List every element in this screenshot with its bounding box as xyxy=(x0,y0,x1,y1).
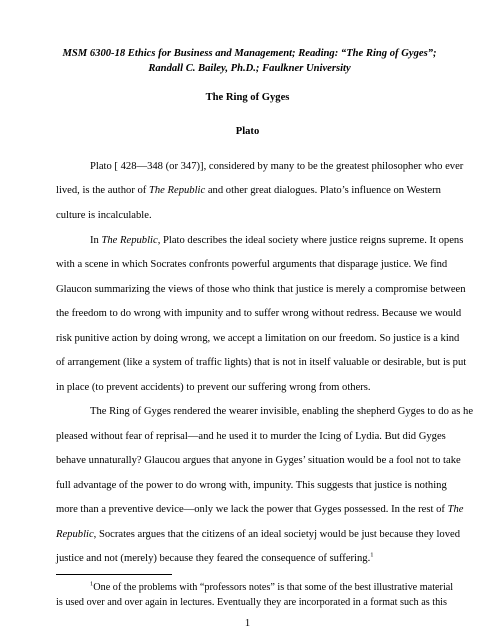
footnote-line-2: is used over and over again in lectures. Eventually they are incorporated in a format such as this xyxy=(56,597,447,608)
footnote-reference[interactable]: 1 xyxy=(370,551,374,559)
paragraph-2-line-4: the freedom to do wrong with impunity and to suffer wrong without redress. Because we would xyxy=(56,308,462,319)
paragraph-2-line-3: Glaucon summarizing the views of those who think that justice is merely a compromise between xyxy=(56,284,466,295)
paragraph-3-line-1: The Ring of Gyges rendered the wearer invisible, enabling the shepherd Gyges to do as he xyxy=(90,406,474,417)
footnote-mark: 1 xyxy=(90,580,94,588)
page-number: 1 xyxy=(244,618,251,629)
paragraph-3-line-3: behave unnaturally? Glaucou argues that anyone in Gyges’ situation would be a fool not to take xyxy=(56,455,461,466)
document-author: Plato xyxy=(235,126,260,137)
paragraph-3-line-5: more than a preventive device—only we lack the power that Gyges possessed. In the rest of The xyxy=(56,504,464,515)
paragraph-1-line-2: lived, is the author of The Republic and other great dialogues. Plato’s influence on Western xyxy=(56,185,441,196)
document-title: The Ring of Gyges xyxy=(205,92,290,103)
footnote-line-1: $^1$One of the problems with “professors notes” is that some of the best illustrative material xyxy=(90,580,454,593)
paragraph-2-line-5: risk punitive action by doing wrong, we accept a limitation on our freedom. So justice is a kind xyxy=(56,333,460,344)
paragraph-2-line-2: with a scene in which Socrates confronts powerful arguments that disparage justice. We find xyxy=(56,259,448,270)
paragraph-1-line-1: Plato [ 428—348 (or 347)], considered by many to be the greatest philosopher who ever xyxy=(90,161,464,172)
paragraph-2-line-6: of arrangement (like a system of traffic lights) that is not in itself valuable or desirable, but is put xyxy=(56,357,467,368)
paragraph-3-line-4: full advantage of the power to do wrong with, impunity. This suggests that justice is nothing xyxy=(56,480,447,491)
paragraph-3-line-2: pleased without fear of reprisal—and he used it to murder the Icing of Lydia. But did Gyges xyxy=(56,431,446,442)
document-header xyxy=(52,46,447,76)
paragraph-3-line-6: Republic, Socrates argues that the citizens of an ideal societyj would be just because they loved xyxy=(56,529,461,540)
header-line-2: Randall C. Bailey, Ph.D.; Faulkner University xyxy=(148,63,351,74)
paragraph-1-line-3: culture is incalculable. xyxy=(56,210,152,221)
header-line-1: MSM 6300-18 Ethics for Business and Management; Reading: “The Ring of Gyges”; xyxy=(62,48,437,59)
paragraph-2-line-7: in place (to prevent accidents) to prevent our suffering wrong from others. xyxy=(56,382,371,393)
paragraph-2-line-1: In The Republic, Plato describes the ideal society where justice reigns supreme. It opens xyxy=(90,235,464,246)
paragraph-3-line-7: justice and not (merely) because they feared the consequence of suffering.$^1$ xyxy=(56,551,374,564)
footnote-separator xyxy=(56,574,172,575)
